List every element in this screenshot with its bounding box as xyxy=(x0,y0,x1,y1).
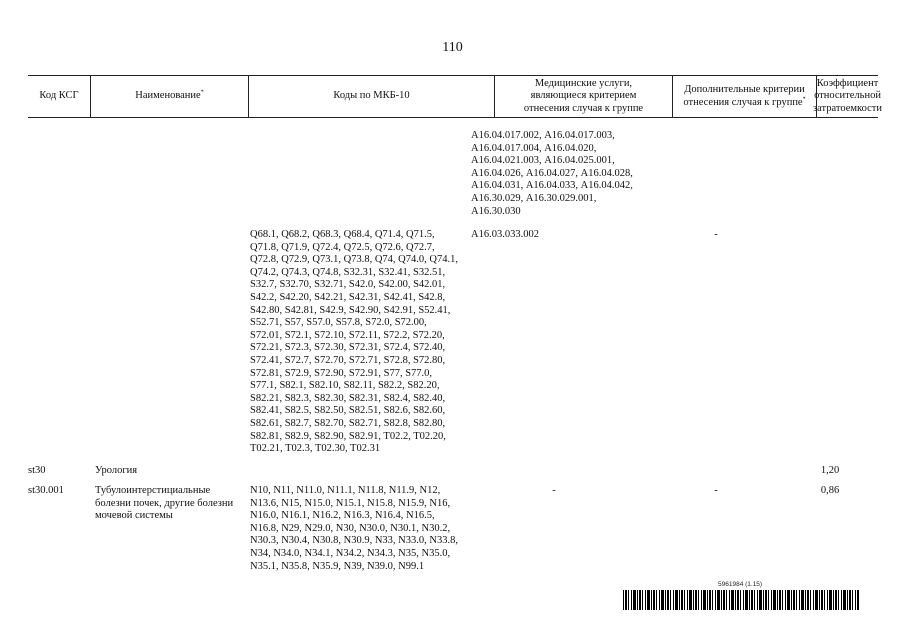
row-2-criteria: - xyxy=(714,229,718,240)
row-4-services: - xyxy=(552,485,556,496)
row-4-criteria: - xyxy=(714,485,718,496)
header-name-footnote-mark: * xyxy=(200,89,204,96)
header-services: Медицинские услуги, являющиеся критерием отнесения случая к группе xyxy=(494,76,672,117)
barcode-label: 5961984 (1.15) xyxy=(718,581,763,588)
row-2-icd-codes: Q68.1, Q68.2, Q68.3, Q68.4, Q71.4, Q71.5, Q71.8, Q71.9, Q72.4, Q72.5, Q72.6, Q72.7, Q72.8, Q72.9, Q73.1, Q73.8, Q74, Q74.0, Q74.1, Q74.2, Q74.3, Q74.8, S32.31, S32.41, S32.51, S32.7, S32.70, S32.71, S42.0, S42.00, S42.01, S42.2, S42.20, S42.21, S42.31, S42.41, S42.8, S42.80, S42.81, S42.9, S42.90, S42.91, S52.41, S52.71, S57, S57.0, S57.8, S72.0, S72.00, S72.01, S72.1, S72.10, S72.11, S72.2, S72.20, S72.21, S72.3, S72.30, S72.31, S72.4, S72.40, S72.41, S72.7, S72.70, S72.71, S72.8, S72.80, S72.81, S72.9, S72.90, S72.91, S77, S77.0, S77.1, S82.1, S82.10, S82.11, S82.2, S82.20, S82.21, S82.3, S82.30, S82.31, S82.4, S82.40, S82.41, S82.5, S82.50, S82.51, S82.6, S82.60, S82.61, S82.7, S82.70, S82.71, S82.8, S82.80, S82.81, S82.9, S82.90, S82.91, T02.2, T02.20, T02.21, T02.3, T02.30, T02.31 xyxy=(250,229,458,455)
table-header xyxy=(28,75,882,118)
row-4-name: Тубулоинтерстициальные болезни почек, другие болезни мочевой системы xyxy=(95,485,234,522)
row-3-code: st30 xyxy=(28,465,46,476)
row-4-coefficient: 0,86 xyxy=(820,485,840,496)
header-name: Наименование* xyxy=(90,76,248,117)
header-coefficient: Коэффициент относительной затратоемкости xyxy=(816,76,878,117)
row-3-coefficient: 1,20 xyxy=(820,465,840,476)
header-code: Код КСГ xyxy=(39,90,79,102)
barcode xyxy=(623,590,859,610)
row-4-icd-codes: N10, N11, N11.0, N11.1, N11.8, N11.9, N12, N13.6, N15, N15.0, N15.1, N15.8, N15.9, N16, N16.0, N16.1, N16.2, N16.3, N16.4, N16.5, N16.8, N29, N29.0, N30, N30.0, N30.1, N30.2, N30.3, N30.4, N30.8, N30.9, N33, N33.0, N33.8, N34, N34.0, N34.1, N34.2, N34.3, N35, N35.0, N35.1, N35.8, N35.9, N39, N39.0, N99.1 xyxy=(250,485,458,572)
row-2-services: А16.03.033.002 xyxy=(471,229,539,240)
row-1-services: А16.04.017.002, А16.04.017.003, А16.04.017.004, А16.04.020, А16.04.021.003, А16.04.025.001, А16.04.026, А16.04.027, А16.04.028, А16.04.031, А16.04.033, А16.04.042, А16.30.029, А16.30.029.001, А16.30.030 xyxy=(471,130,633,217)
header-icd: Коды по МКБ-10 xyxy=(248,76,494,117)
header-criteria-footnote-mark: * xyxy=(802,96,806,102)
row-4-code: st30.001 xyxy=(28,485,64,496)
row-3-name: Урология xyxy=(95,465,138,476)
page-number: 110 xyxy=(442,40,463,55)
header-criteria: Дополнительные критерии отнесения случая к группе* xyxy=(672,76,816,117)
